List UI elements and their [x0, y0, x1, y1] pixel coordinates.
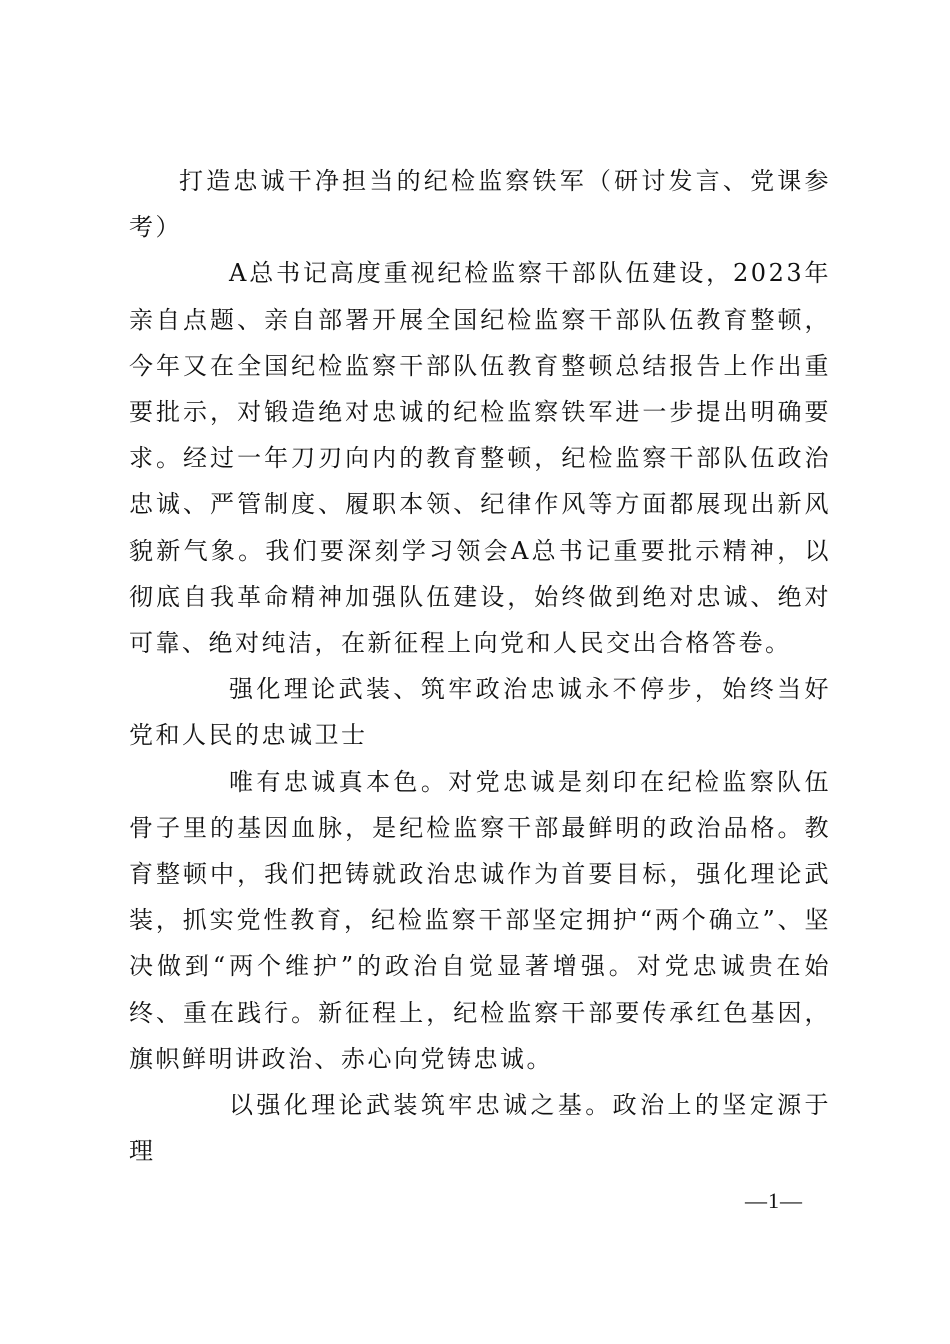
document-body	[129, 158, 831, 1174]
paragraph-loyalty: 唯有忠诚真本色。对党忠诚是刻印在纪检监察队伍骨子里的基因血脉，是纪检监察干部最鲜明的政治品格。教育整顿中，我们把铸就政治忠诚作为首要目标，强化理论武装，抓实党性教育，纪检监察干部坚定拥护“两个确立”、坚决做到“两个维护”的政治自觉显著增强。对党忠诚贵在始终、重在践行。新征程上，纪检监察干部要传承红色基因，旗帜鲜明讲政治、赤心向党铸忠诚。	[129, 767, 831, 1073]
paragraph-theory: 以强化理论武装筑牢忠诚之基。政治上的坚定源于理	[129, 1091, 831, 1166]
paragraph-intro: A总书记高度重视纪检监察干部队伍建设，2023年亲自点题、亲自部署开展全国纪检监察干部队伍教育整顿，今年又在全国纪检监察干部队伍教育整顿总结报告上作出重要批示，对锻造绝对忠诚的纪检监察铁军进一步提出明确要求。经过一年刀刃向内的教育整顿，纪检监察干部队伍政治忠诚、严管制度、履职本领、纪律作风等方面都展现出新风貌新气象。我们要深刻学习领会A总书记重要批示精神，以彻底自我革命精神加强队伍建设，始终做到绝对忠诚、绝对可靠、绝对纯洁，在新征程上向党和人民交出合格答卷。	[129, 259, 831, 658]
section-heading: 强化理论武装、筑牢政治忠诚永不停步，始终当好党和人民的忠诚卫士	[129, 675, 831, 750]
page-number: —1—	[745, 1188, 803, 1213]
document-title: 打造忠诚干净担当的纪检监察铁军（研讨发言、党课参考）	[129, 167, 831, 242]
